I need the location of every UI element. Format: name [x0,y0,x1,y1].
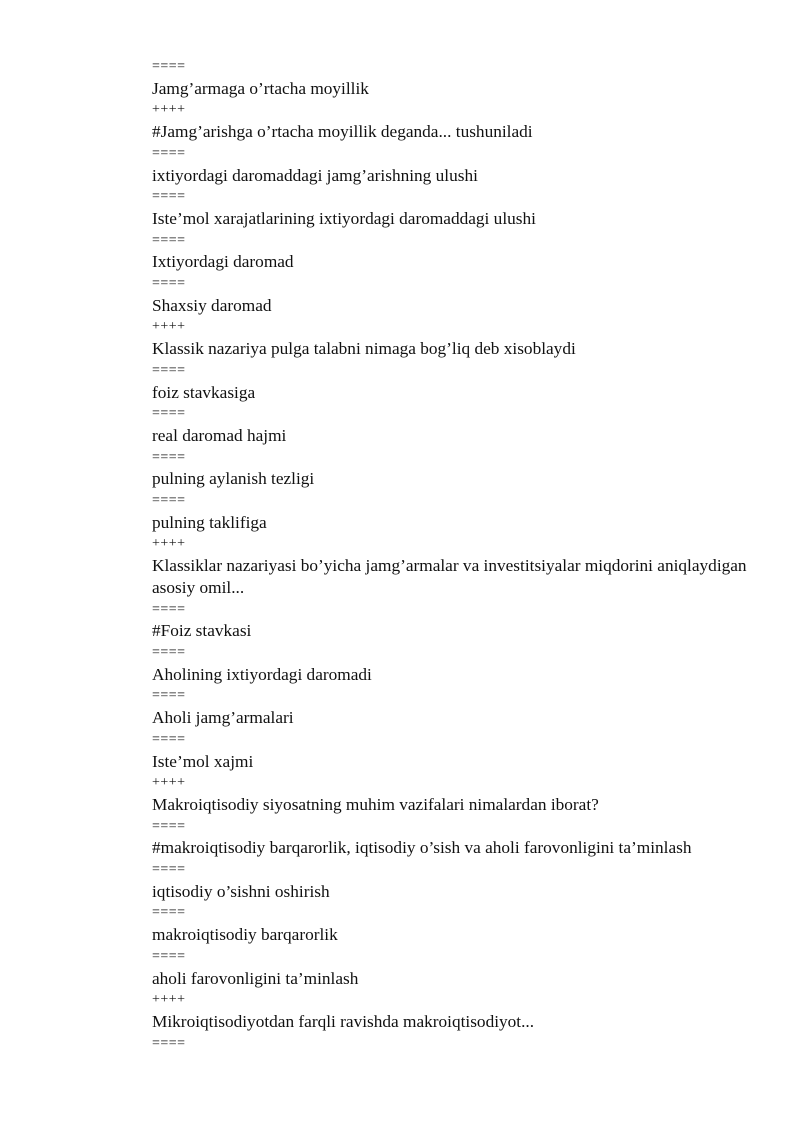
separator-line: ==== [152,818,186,834]
answer-line: ixtiyordagi daromaddagi jamg’arishning ulushi [152,165,478,185]
question-marker-line: ++++ [152,536,186,552]
answer-line: pulning taklifiga [152,512,267,532]
question-marker-line: ++++ [152,775,186,791]
question-line: #Jamg’arishga o’rtacha moyillik deganda... tushuniladi [152,122,533,142]
answer-line: Aholining ixtiyordagi daromadi [152,664,372,684]
question-line: Klassik nazariya pulga talabni nimaga bog’liq deb xisoblaydi [152,339,576,359]
separator-line: ==== [152,145,186,161]
separator-line: ==== [152,449,186,465]
separator-line: ==== [152,948,186,964]
answer-line: Jamg’armaga o’rtacha moyillik [152,78,369,98]
separator-line: ==== [152,862,186,878]
answer-line: real daromad hajmi [152,425,287,445]
answer-line: aholi farovonligini ta’minlash [152,968,359,988]
separator-line: ==== [152,406,186,422]
separator-line: ==== [152,1035,186,1051]
question-marker-line: ++++ [152,102,186,118]
answer-line: Aholi jamg’armalari [152,708,294,728]
answer-line: #makroiqtisodiy barqarorlik, iqtisodiy o’sish va aholi farovonligini ta’minlash [152,838,692,858]
question-line: Klassiklar nazariyasi bo’yicha jamg’armalar va investitsiyalar miqdorini aniqlaydigan asosiy omil... [152,556,747,597]
document-page [152,56,752,1054]
question-line: Makroiqtisodiy siyosatning muhim vazifalari nimalardan iborat? [152,794,599,814]
separator-line: ==== [152,644,186,660]
answer-line: Iste’mol xajmi [152,751,254,771]
separator-line: ==== [152,731,186,747]
separator-line: ==== [152,362,186,378]
separator-line: ==== [152,232,186,248]
answer-line: Iste’mol xarajatlarining ixtiyordagi daromaddagi ulushi [152,208,536,228]
separator-line: ==== [152,601,186,617]
answer-line: iqtisodiy o’sishni oshirish [152,881,330,901]
separator-line: ==== [152,493,186,509]
answer-line: #Foiz stavkasi [152,621,252,641]
answer-line: foiz stavkasiga [152,382,256,402]
answer-line: pulning aylanish tezligi [152,469,315,489]
separator-line: ==== [152,688,186,704]
separator-line: ==== [152,189,186,205]
question-marker-line: ++++ [152,992,186,1008]
separator-line: ==== [152,276,186,292]
answer-line: Ixtiyordagi daromad [152,252,294,272]
separator-line: ==== [152,905,186,921]
question-line: Mikroiqtisodiyotdan farqli ravishda makroiqtisodiyot... [152,1011,535,1031]
question-marker-line: ++++ [152,319,186,335]
answer-line: makroiqtisodiy barqarorlik [152,925,338,945]
answer-line: Shaxsiy daromad [152,295,272,315]
separator-line: ==== [152,59,186,74]
